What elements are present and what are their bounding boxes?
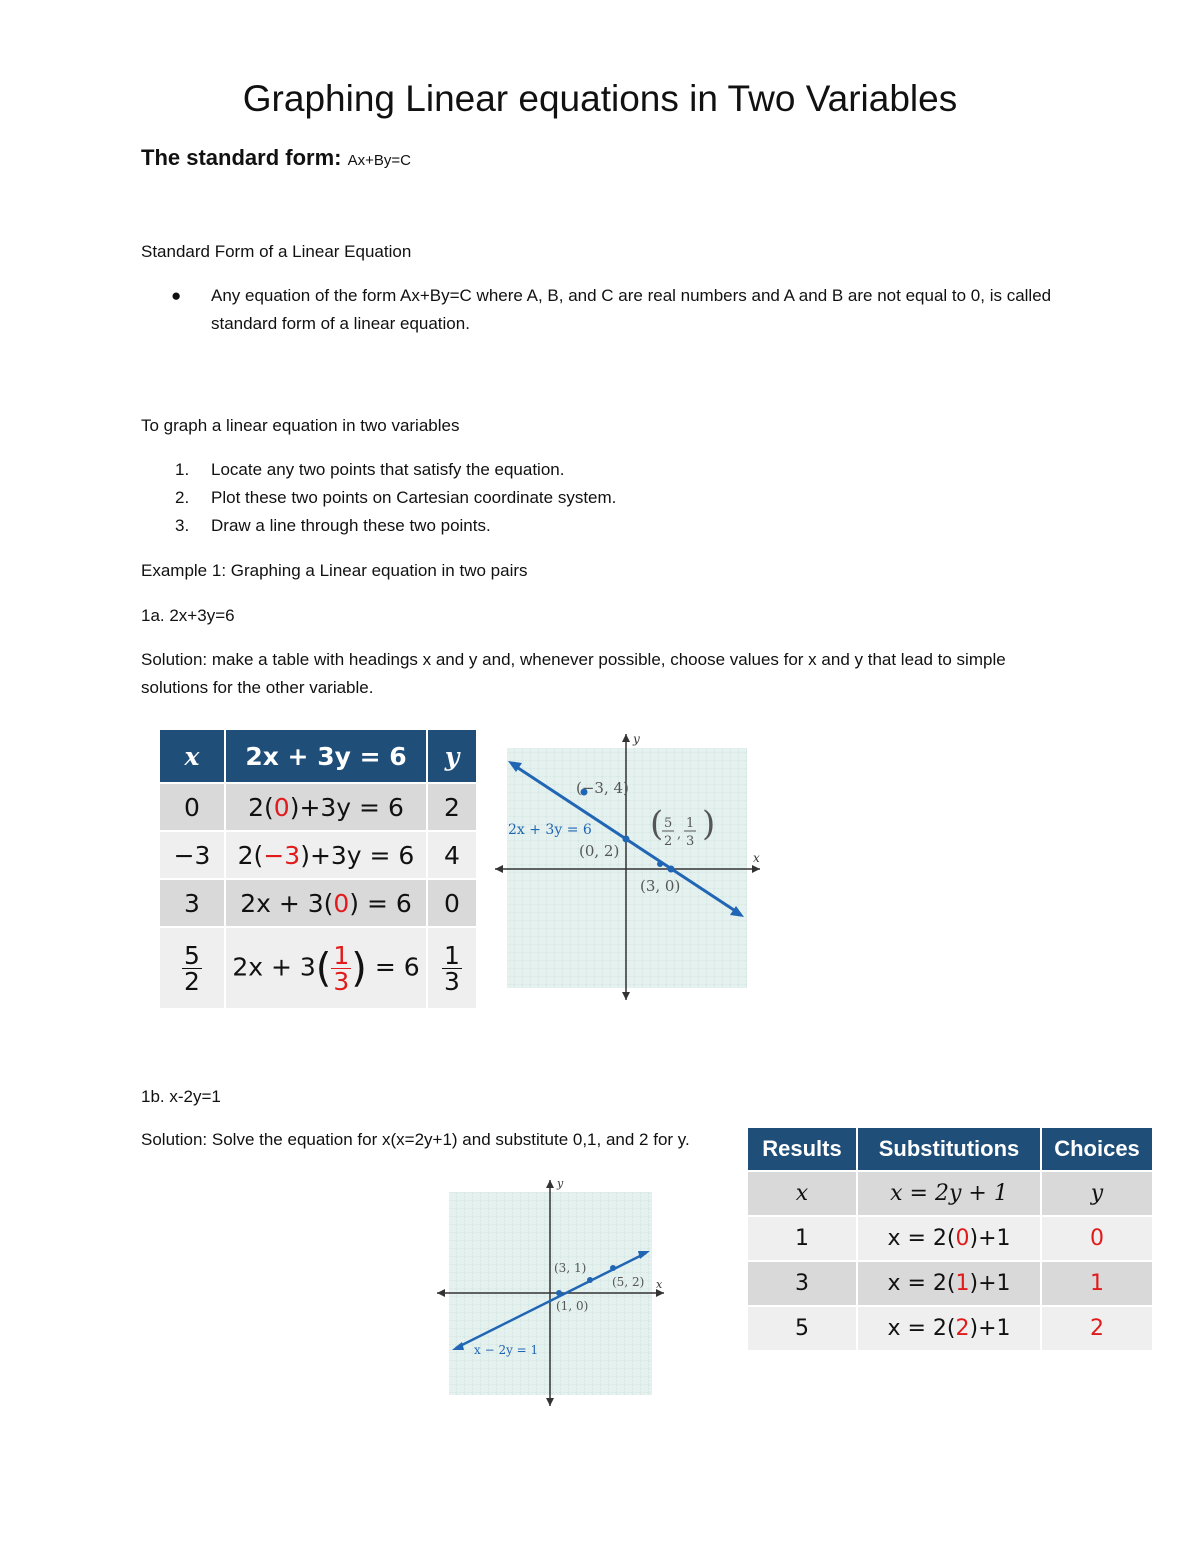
point-label: (3, 0) [640,877,681,895]
x-axis-label: x [656,1278,663,1291]
cell-result: 1 [748,1215,858,1260]
y-axis-label: y [557,1177,564,1190]
equation-label: x − 2y = 1 [474,1343,539,1357]
table-header-results: Results [748,1128,858,1170]
table-header-row [160,730,476,782]
svg-text:3: 3 [686,834,695,849]
bullet-text: Any equation of the form Ax+By=C where A, B, and C are real numbers and A and B are not equal to 0, is called standard form of a linear equation. [211,286,1052,333]
step-text: Plot these two points on Cartesian coordinate system. [211,488,617,507]
step-text: Draw a line through these two points. [211,516,491,535]
section-heading-graph-steps: To graph a linear equation in two variables [141,416,460,435]
svg-text:): ) [702,804,716,844]
table-row [160,878,476,926]
example-part-a: 1a. 2x+3y=6 [141,606,235,625]
standard-form-line [141,145,411,171]
x-axis-arrow-icon [752,865,760,873]
point-3-0 [668,866,675,873]
point-label: (5, 2) [612,1275,645,1289]
table-b [748,1128,1152,1350]
point-3-1 [587,1277,593,1283]
cell-substitution: x = 2(0)+1 [858,1215,1042,1260]
y-axis-arrow-icon [622,734,630,742]
table-row [748,1260,1152,1305]
steps-list [141,456,1041,546]
point-label: (0, 2) [579,842,620,860]
cell-y: $\frac{1}{3}$ [428,926,476,1008]
step-number: 2. [175,488,190,507]
svg-text:5: 5 [664,816,673,831]
graph-b [432,1176,672,1412]
cell-result: x [748,1170,858,1215]
cell-y: 0 [428,878,476,926]
table-header-y: y [428,730,476,782]
step-number: 3. [175,516,190,535]
cell-result: 5 [748,1305,858,1350]
table-row [748,1215,1152,1260]
cell-choice: 1 [1042,1260,1152,1305]
x-axis-arrow-icon [437,1289,445,1297]
example-part-b: 1b. x-2y=1 [141,1087,221,1106]
table-row [748,1170,1152,1215]
x-axis-arrow-icon [495,865,503,873]
point-label: (1, 0) [556,1299,589,1313]
y-axis-label: y [633,732,640,746]
table-row [748,1305,1152,1350]
solution-a-text: Solution: make a table with headings x and y and, whenever possible, choose values for x and y that lead to simple solutions for the other variable. [141,650,1006,697]
cell-equation: 2(−3)+3y = 6 [226,830,428,878]
table-header-equation: 2x + 3y = 6 [226,730,428,782]
y-axis-arrow-icon [546,1180,554,1188]
table-row [160,830,476,878]
cell-substitution: x = 2y + 1 [858,1170,1042,1215]
cell-result: 3 [748,1260,858,1305]
point-label: (−3, 4) [576,779,629,797]
svg-text:1: 1 [686,816,695,831]
table-header-substitutions: Substitutions [858,1128,1042,1170]
graph-a [490,728,770,1008]
table-header-choices: Choices [1042,1128,1152,1170]
cell-x: 0 [160,782,226,830]
cell-equation: 2(0)+3y = 6 [226,782,428,830]
solution-b-text: Solution: Solve the equation for x(x=2y+1) and substitute 0,1, and 2 for y. [141,1130,690,1149]
point-5-2-1-3 [657,861,663,867]
standard-form-label: The standard form: [141,145,342,170]
standard-form-equation: Ax+By=C [347,152,411,169]
step-text: Locate any two points that satisfy the equation. [211,460,565,479]
cell-x: −3 [160,830,226,878]
section-heading-standard-form: Standard Form of a Linear Equation [141,242,412,261]
table-row [160,926,476,1008]
cell-y: 2 [428,782,476,830]
cell-equation: 2x + 3(0) = 6 [226,878,428,926]
example-heading: Example 1: Graphing a Linear equation in two pairs [141,561,528,580]
page-title: Graphing Linear equations in Two Variables [242,78,958,119]
y-axis-arrow-icon [622,992,630,1000]
cell-y: 4 [428,830,476,878]
equation-label: 2x + 3y = 6 [508,822,592,838]
svg-text:2: 2 [664,834,673,849]
table-header-x: x [160,730,226,782]
y-axis-arrow-icon [546,1398,554,1406]
table-header-row [748,1128,1152,1170]
point-0-2 [623,836,630,843]
bullet-icon: ● [171,286,182,305]
table-row [160,782,476,830]
cell-substitution: x = 2(2)+1 [858,1305,1042,1350]
cell-choice: 2 [1042,1305,1152,1350]
cell-substitution: x = 2(1)+1 [858,1260,1042,1305]
x-axis-label: x [753,851,760,865]
cell-choice: 0 [1042,1215,1152,1260]
svg-text:(: ( [650,804,664,844]
svg-text:,: , [677,827,682,842]
point-5-2 [610,1265,616,1271]
point-label: (3, 1) [554,1261,587,1275]
table-a [160,730,476,1008]
cell-x: 3 [160,878,226,926]
cell-equation: 2x + 3( $\frac{1}{3}$ ) = 6 [226,926,428,1008]
point-1-0 [556,1290,562,1296]
cell-x: $\frac{5}{2}$ [160,926,226,1008]
step-number: 1. [175,460,190,479]
cell-choice: y [1042,1170,1152,1215]
